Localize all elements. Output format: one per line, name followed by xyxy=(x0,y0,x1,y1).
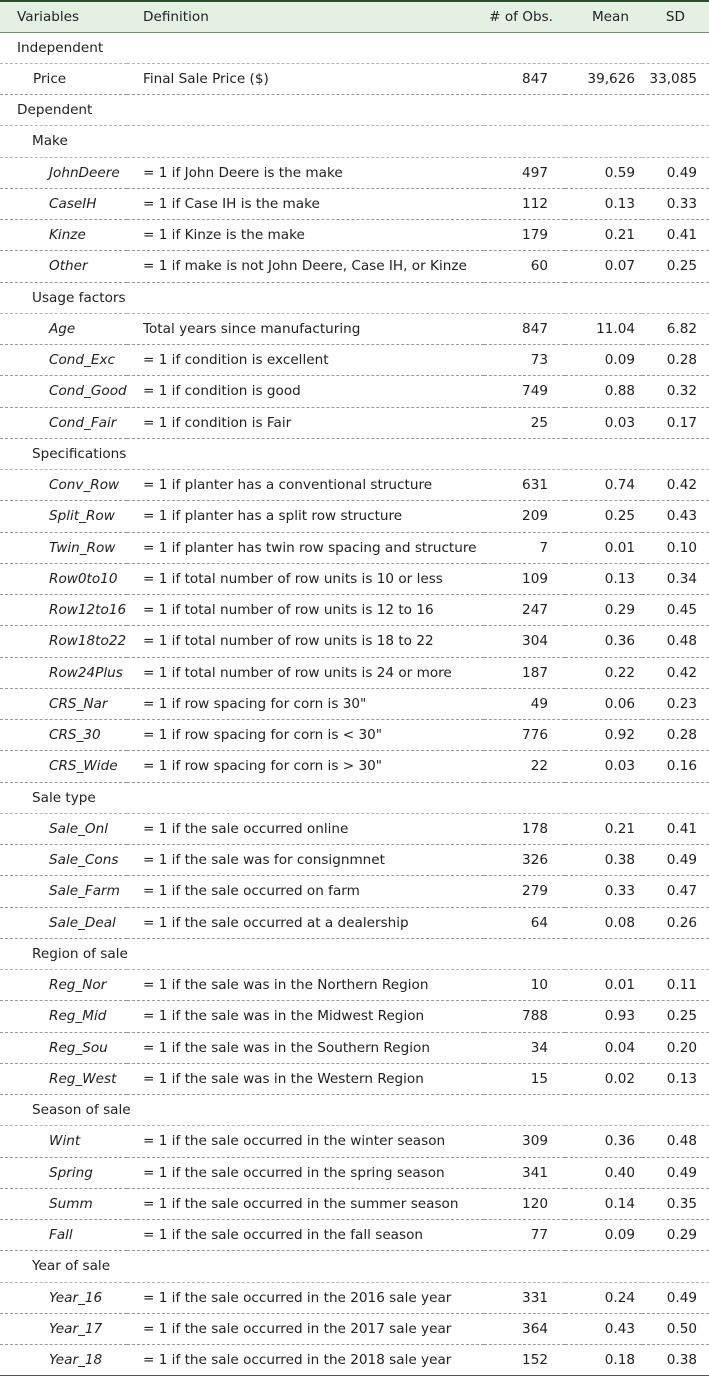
variable-name: Reg_Mid xyxy=(0,1001,127,1032)
sd-value: 0.48 xyxy=(642,626,709,657)
table-row xyxy=(0,1220,709,1251)
variable-definition: = 1 if the sale was in the Western Region xyxy=(127,1063,484,1094)
mean-value: 0.38 xyxy=(565,845,642,876)
mean-value: 0.08 xyxy=(565,907,642,938)
header-sd: SD xyxy=(642,1,709,32)
table-row xyxy=(0,751,709,782)
variable-definition: = 1 if the sale occurred in the spring season xyxy=(127,1157,484,1188)
sd-value: 6.82 xyxy=(642,313,709,344)
variable-definition: = 1 if planter has a split row structure xyxy=(127,501,484,532)
variable-definition: = 1 if the sale occurred in the 2018 sale year xyxy=(127,1345,484,1376)
mean-value: 0.04 xyxy=(565,1032,642,1063)
mean-value: 0.21 xyxy=(565,813,642,844)
sd-value: 0.50 xyxy=(642,1313,709,1344)
sd-value: 0.29 xyxy=(642,1220,709,1251)
obs-value: 22 xyxy=(484,751,565,782)
variable-definition: = 1 if condition is Fair xyxy=(127,407,484,438)
group-label: Dependent xyxy=(0,95,709,126)
mean-value: 0.36 xyxy=(565,1126,642,1157)
sd-value: 0.11 xyxy=(642,970,709,1001)
variable-definition: = 1 if row spacing for corn is < 30" xyxy=(127,720,484,751)
sd-value: 0.34 xyxy=(642,563,709,594)
group-row xyxy=(0,32,709,63)
variable-definition: = 1 if planter has twin row spacing and structure xyxy=(127,532,484,563)
obs-value: 279 xyxy=(484,876,565,907)
obs-value: 15 xyxy=(484,1063,565,1094)
table-row xyxy=(0,157,709,188)
variable-definition: = 1 if total number of row units is 10 or less xyxy=(127,563,484,594)
table-row xyxy=(0,1157,709,1188)
mean-value: 0.02 xyxy=(565,1063,642,1094)
sd-value: 0.13 xyxy=(642,1063,709,1094)
group-row xyxy=(0,126,709,157)
table-row xyxy=(0,1345,709,1376)
table-row xyxy=(0,1001,709,1032)
table-row xyxy=(0,188,709,219)
mean-value: 0.36 xyxy=(565,626,642,657)
variable-name: Split_Row xyxy=(0,501,127,532)
variable-definition: = 1 if Kinze is the make xyxy=(127,220,484,251)
table-row xyxy=(0,876,709,907)
variable-definition: = 1 if Case IH is the make xyxy=(127,188,484,219)
mean-value: 0.59 xyxy=(565,157,642,188)
table-row xyxy=(0,813,709,844)
variable-name: Age xyxy=(0,313,127,344)
obs-value: 847 xyxy=(484,63,565,94)
sd-value: 0.10 xyxy=(642,532,709,563)
mean-value: 39,626 xyxy=(565,63,642,94)
variable-definition: = 1 if the sale occurred in the fall season xyxy=(127,1220,484,1251)
mean-value: 0.92 xyxy=(565,720,642,751)
table-row xyxy=(0,657,709,688)
variable-name: Row18to22 xyxy=(0,626,127,657)
header-variables: Variables xyxy=(0,1,127,32)
table-body xyxy=(0,32,709,1376)
table-row xyxy=(0,720,709,751)
table-row xyxy=(0,1188,709,1219)
obs-value: 109 xyxy=(484,563,565,594)
table-row xyxy=(0,407,709,438)
variable-definition: = 1 if total number of row units is 12 to 16 xyxy=(127,595,484,626)
obs-value: 309 xyxy=(484,1126,565,1157)
variable-definition: Total years since manufacturing xyxy=(127,313,484,344)
variable-name: CRS_30 xyxy=(0,720,127,751)
mean-value: 0.18 xyxy=(565,1345,642,1376)
variable-name: Twin_Row xyxy=(0,532,127,563)
variable-definition: = 1 if the sale occurred in the summer season xyxy=(127,1188,484,1219)
obs-value: 77 xyxy=(484,1220,565,1251)
sd-value: 0.45 xyxy=(642,595,709,626)
sd-value: 0.42 xyxy=(642,657,709,688)
mean-value: 0.25 xyxy=(565,501,642,532)
table-row xyxy=(0,532,709,563)
table-row xyxy=(0,251,709,282)
table-row xyxy=(0,376,709,407)
mean-value: 0.03 xyxy=(565,407,642,438)
variable-name: Sale_Deal xyxy=(0,907,127,938)
table-row xyxy=(0,501,709,532)
sd-value: 0.49 xyxy=(642,845,709,876)
obs-value: 209 xyxy=(484,501,565,532)
table-row xyxy=(0,1063,709,1094)
table-row xyxy=(0,907,709,938)
variable-name: JohnDeere xyxy=(0,157,127,188)
table-row xyxy=(0,1126,709,1157)
variable-name: Year_18 xyxy=(0,1345,127,1376)
table-row xyxy=(0,220,709,251)
variable-name: Year_16 xyxy=(0,1282,127,1313)
table-row xyxy=(0,688,709,719)
variable-name: CRS_Nar xyxy=(0,688,127,719)
mean-value: 0.09 xyxy=(565,345,642,376)
table-row xyxy=(0,1032,709,1063)
sd-value: 0.17 xyxy=(642,407,709,438)
table-row xyxy=(0,63,709,94)
sd-value: 0.49 xyxy=(642,1157,709,1188)
variable-definition: = 1 if the sale occurred on farm xyxy=(127,876,484,907)
obs-value: 749 xyxy=(484,376,565,407)
table-row xyxy=(0,313,709,344)
variable-definition: = 1 if the sale occurred at a dealership xyxy=(127,907,484,938)
mean-value: 0.03 xyxy=(565,751,642,782)
header-row xyxy=(0,1,709,32)
sd-value: 0.48 xyxy=(642,1126,709,1157)
variable-name: CRS_Wide xyxy=(0,751,127,782)
sd-value: 0.32 xyxy=(642,376,709,407)
group-label: Usage factors xyxy=(0,282,709,313)
table-row xyxy=(0,1313,709,1344)
variable-name: Sale_Farm xyxy=(0,876,127,907)
obs-value: 788 xyxy=(484,1001,565,1032)
variable-definition: = 1 if make is not John Deere, Case IH, or Kinze xyxy=(127,251,484,282)
variable-definition: = 1 if row spacing for corn is > 30" xyxy=(127,751,484,782)
variable-definition: Final Sale Price ($) xyxy=(127,63,484,94)
mean-value: 0.40 xyxy=(565,1157,642,1188)
sd-value: 0.26 xyxy=(642,907,709,938)
sd-value: 0.28 xyxy=(642,720,709,751)
mean-value: 0.01 xyxy=(565,532,642,563)
obs-value: 152 xyxy=(484,1345,565,1376)
obs-value: 341 xyxy=(484,1157,565,1188)
mean-value: 0.09 xyxy=(565,1220,642,1251)
mean-value: 0.88 xyxy=(565,376,642,407)
obs-value: 112 xyxy=(484,188,565,219)
sd-value: 0.41 xyxy=(642,813,709,844)
obs-value: 73 xyxy=(484,345,565,376)
header-obs: # of Obs. xyxy=(484,1,565,32)
mean-value: 0.33 xyxy=(565,876,642,907)
variable-name: Conv_Row xyxy=(0,470,127,501)
table-row xyxy=(0,1282,709,1313)
table-row xyxy=(0,345,709,376)
table-row xyxy=(0,845,709,876)
group-row xyxy=(0,1251,709,1282)
obs-value: 247 xyxy=(484,595,565,626)
variable-definition: = 1 if John Deere is the make xyxy=(127,157,484,188)
obs-value: 364 xyxy=(484,1313,565,1344)
group-row xyxy=(0,282,709,313)
mean-value: 0.43 xyxy=(565,1313,642,1344)
group-row xyxy=(0,438,709,469)
obs-value: 304 xyxy=(484,626,565,657)
header-definition: Definition xyxy=(127,1,484,32)
mean-value: 0.01 xyxy=(565,970,642,1001)
variable-name: Kinze xyxy=(0,220,127,251)
variable-name: Spring xyxy=(0,1157,127,1188)
group-label: Year of sale xyxy=(0,1251,709,1282)
variable-definition: = 1 if total number of row units is 24 or more xyxy=(127,657,484,688)
sd-value: 0.41 xyxy=(642,220,709,251)
mean-value: 0.74 xyxy=(565,470,642,501)
variable-definition: = 1 if the sale was for consignmnet xyxy=(127,845,484,876)
mean-value: 0.24 xyxy=(565,1282,642,1313)
variable-definition: = 1 if planter has a conventional structure xyxy=(127,470,484,501)
variable-definition: = 1 if the sale occurred in the 2017 sale year xyxy=(127,1313,484,1344)
sd-value: 0.42 xyxy=(642,470,709,501)
variable-name: Sale_Onl xyxy=(0,813,127,844)
variable-name: Sale_Cons xyxy=(0,845,127,876)
variable-name: Fall xyxy=(0,1220,127,1251)
sd-value: 0.49 xyxy=(642,157,709,188)
obs-value: 631 xyxy=(484,470,565,501)
variable-name: CaseIH xyxy=(0,188,127,219)
variable-name: Reg_West xyxy=(0,1063,127,1094)
table-row xyxy=(0,970,709,1001)
variable-definition: = 1 if the sale occurred in the winter season xyxy=(127,1126,484,1157)
obs-value: 49 xyxy=(484,688,565,719)
sd-value: 0.20 xyxy=(642,1032,709,1063)
variable-name: Row0to10 xyxy=(0,563,127,594)
sd-value: 0.43 xyxy=(642,501,709,532)
header-mean: Mean xyxy=(565,1,642,32)
mean-value: 0.14 xyxy=(565,1188,642,1219)
obs-value: 10 xyxy=(484,970,565,1001)
variable-name: Cond_Exc xyxy=(0,345,127,376)
group-label: Make xyxy=(0,126,709,157)
table-row xyxy=(0,595,709,626)
variable-definition: = 1 if the sale was in the Southern Region xyxy=(127,1032,484,1063)
table-row xyxy=(0,563,709,594)
variable-name: Wint xyxy=(0,1126,127,1157)
obs-value: 178 xyxy=(484,813,565,844)
variable-definition: = 1 if the sale occurred in the 2016 sale year xyxy=(127,1282,484,1313)
mean-value: 0.21 xyxy=(565,220,642,251)
obs-value: 847 xyxy=(484,313,565,344)
sd-value: 33,085 xyxy=(642,63,709,94)
table-row xyxy=(0,626,709,657)
group-row xyxy=(0,782,709,813)
group-label: Sale type xyxy=(0,782,709,813)
variable-name: Summ xyxy=(0,1188,127,1219)
obs-value: 25 xyxy=(484,407,565,438)
group-label: Season of sale xyxy=(0,1095,709,1126)
obs-value: 179 xyxy=(484,220,565,251)
group-row xyxy=(0,1095,709,1126)
obs-value: 64 xyxy=(484,907,565,938)
obs-value: 776 xyxy=(484,720,565,751)
obs-value: 326 xyxy=(484,845,565,876)
sd-value: 0.38 xyxy=(642,1345,709,1376)
obs-value: 497 xyxy=(484,157,565,188)
group-label: Independent xyxy=(0,32,709,63)
variable-definition: = 1 if condition is excellent xyxy=(127,345,484,376)
variable-definition: = 1 if the sale was in the Northern Region xyxy=(127,970,484,1001)
sd-value: 0.35 xyxy=(642,1188,709,1219)
sd-value: 0.23 xyxy=(642,688,709,719)
mean-value: 0.93 xyxy=(565,1001,642,1032)
variable-definition: = 1 if total number of row units is 18 to 22 xyxy=(127,626,484,657)
mean-value: 0.06 xyxy=(565,688,642,719)
variable-definition: = 1 if the sale occurred online xyxy=(127,813,484,844)
mean-value: 11.04 xyxy=(565,313,642,344)
variable-definition: = 1 if the sale was in the Midwest Region xyxy=(127,1001,484,1032)
table-row xyxy=(0,470,709,501)
obs-value: 60 xyxy=(484,251,565,282)
group-row xyxy=(0,95,709,126)
group-row xyxy=(0,938,709,969)
mean-value: 0.22 xyxy=(565,657,642,688)
mean-value: 0.13 xyxy=(565,188,642,219)
variable-name: Price xyxy=(0,63,127,94)
mean-value: 0.29 xyxy=(565,595,642,626)
sd-value: 0.33 xyxy=(642,188,709,219)
sd-value: 0.16 xyxy=(642,751,709,782)
variable-name: Row12to16 xyxy=(0,595,127,626)
variable-definition: = 1 if condition is good xyxy=(127,376,484,407)
mean-value: 0.07 xyxy=(565,251,642,282)
mean-value: 0.13 xyxy=(565,563,642,594)
group-label: Specifications xyxy=(0,438,709,469)
sd-value: 0.49 xyxy=(642,1282,709,1313)
obs-value: 331 xyxy=(484,1282,565,1313)
sd-value: 0.25 xyxy=(642,1001,709,1032)
variable-name: Other xyxy=(0,251,127,282)
variable-name: Cond_Fair xyxy=(0,407,127,438)
variable-name: Reg_Sou xyxy=(0,1032,127,1063)
obs-value: 120 xyxy=(484,1188,565,1219)
obs-value: 34 xyxy=(484,1032,565,1063)
variable-definition: = 1 if row spacing for corn is 30" xyxy=(127,688,484,719)
group-label: Region of sale xyxy=(0,938,709,969)
variable-name: Cond_Good xyxy=(0,376,127,407)
sd-value: 0.25 xyxy=(642,251,709,282)
variable-name: Row24Plus xyxy=(0,657,127,688)
sd-value: 0.28 xyxy=(642,345,709,376)
obs-value: 187 xyxy=(484,657,565,688)
sd-value: 0.47 xyxy=(642,876,709,907)
variable-name: Year_17 xyxy=(0,1313,127,1344)
variable-name: Reg_Nor xyxy=(0,970,127,1001)
obs-value: 7 xyxy=(484,532,565,563)
